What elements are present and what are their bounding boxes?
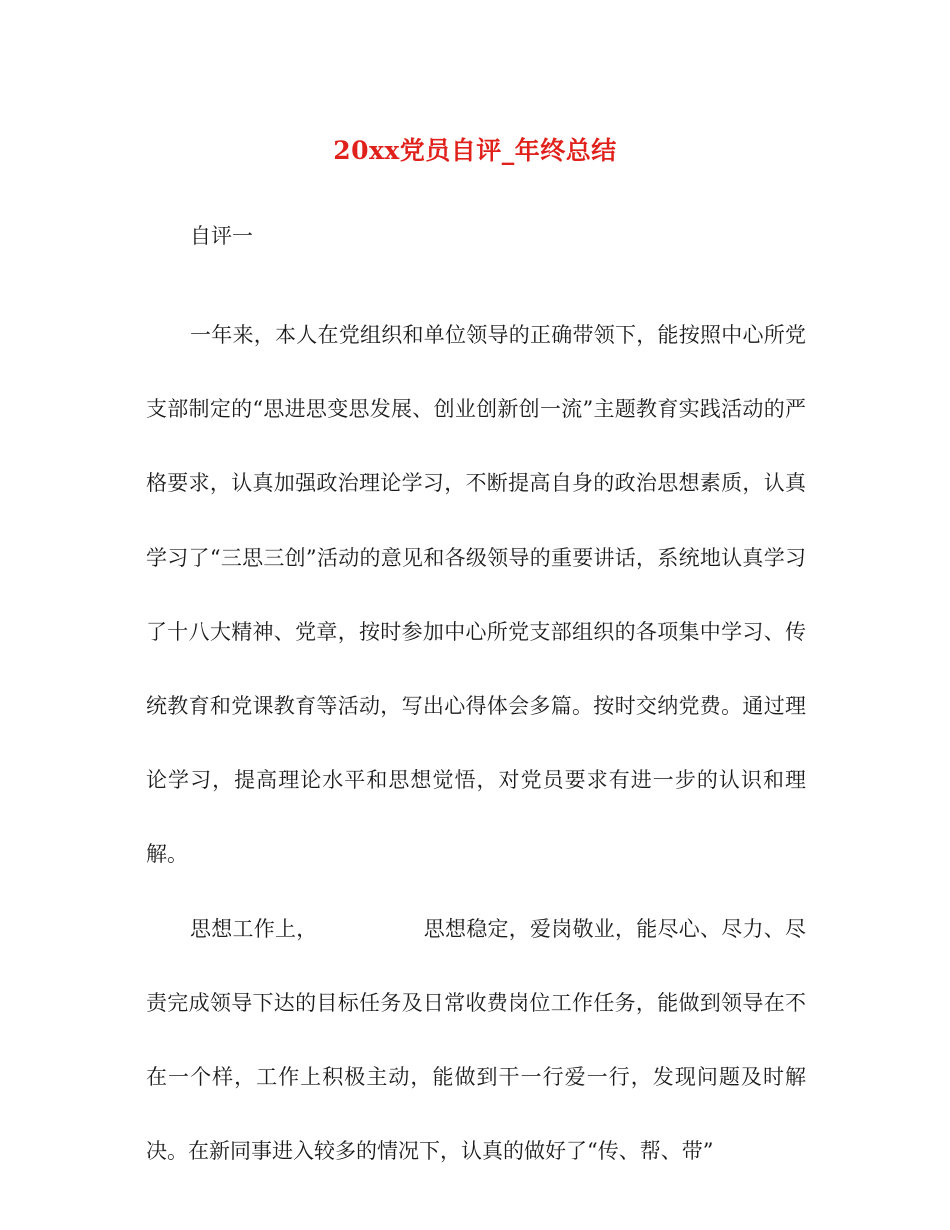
paragraph-1: 一年来，本人在党组织和单位领导的正确带领下，能按照中心所党支部制定的“思进思变思发展、创业创新创一流”主题教育实践活动的严格要求，认真加强政治理论学习，不断提高自身的政治思想素质，认真学习了“三思三创”活动的意见和各级领导的重要讲话，系统地认真学习了十八大精神、党章，按时参加中心所党支部组织的各项集中学习、传统教育和党课教育等活动，写出心得体会多篇。按时交纳党费。通过理论学习，提高理论水平和思想觉悟，对党员要求有进一步的认识和理解。 — [146, 323, 806, 867]
section-label: 自评一 — [190, 224, 253, 248]
paragraph-2 — [146, 892, 806, 1189]
paragraph-2-rest: 思想稳定，爱岗敬业，能尽心、尽力、尽责完成领导下达的目标任务及日常收费岗位工作任务，能做到领导在不在一个样，工作上积极主动，能做到干一行爱一行，发现问题及时解决。在新同事进入较多的情况下，认真的做好了“传、帮、带” — [146, 916, 806, 1164]
document-body — [146, 221, 806, 1188]
document-title: 20xx党员自评_年终总结 — [333, 136, 617, 165]
paragraph-2-start: 思想工作上， — [190, 916, 318, 941]
